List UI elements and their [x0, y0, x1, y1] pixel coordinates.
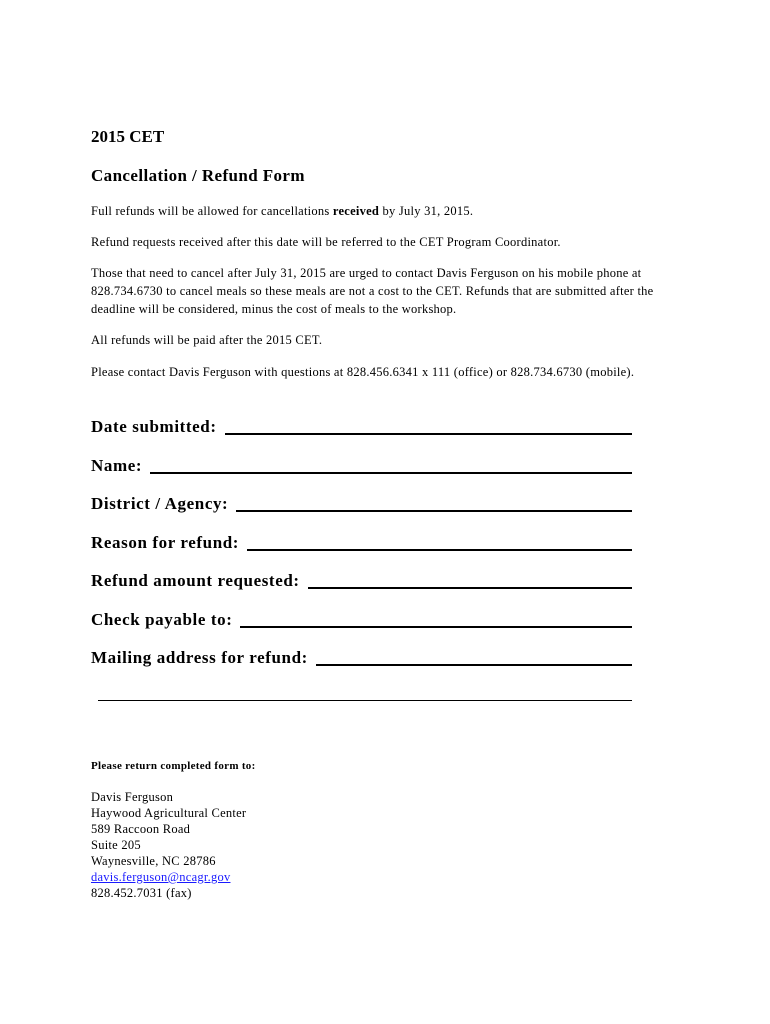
reason-field	[91, 529, 632, 553]
payment-timing-paragraph: All refunds will be paid after the 2015 CET.	[91, 333, 323, 347]
name-line[interactable]	[150, 472, 632, 474]
contact-paragraph: Please contact Davis Ferguson with questions at 828.456.6341 x 111 (office) or 828.734.6730 (mobile).	[91, 365, 635, 379]
name-label: Name:	[91, 456, 143, 475]
refund-policy-emphasis: received	[332, 204, 380, 218]
return-email-link[interactable]: davis.ferguson@ncagr.gov	[91, 870, 231, 884]
reason-line[interactable]	[247, 549, 632, 551]
return-city-state-zip: Waynesville, NC 28786	[91, 854, 216, 868]
return-contact-name: Davis Ferguson	[91, 790, 174, 804]
date-submitted-line[interactable]	[225, 433, 632, 435]
return-address-block	[91, 789, 246, 901]
mailing-address-label: Mailing address for refund:	[91, 648, 308, 667]
refund-amount-line[interactable]	[308, 587, 632, 589]
return-street: 589 Raccoon Road	[91, 822, 191, 836]
mailing-address-continuation-line[interactable]	[98, 700, 632, 701]
mailing-address-field	[91, 644, 632, 668]
refund-amount-label: Refund amount requested:	[91, 571, 300, 590]
district-agency-field	[91, 490, 632, 514]
refund-policy-text-after: by July 31, 2015.	[379, 204, 474, 218]
check-payable-label: Check payable to:	[91, 610, 233, 629]
district-agency-line[interactable]	[236, 510, 632, 512]
mailing-address-line[interactable]	[316, 664, 632, 666]
refund-policy-paragraph	[91, 202, 661, 220]
refund-policy-text-before: Full refunds will be allowed for cancellations	[91, 204, 333, 218]
return-heading: Please return completed form to:	[91, 760, 256, 772]
return-suite: Suite 205	[91, 838, 141, 852]
return-organization: Haywood Agricultural Center	[91, 806, 247, 820]
name-field	[91, 452, 632, 476]
late-request-paragraph: Refund requests received after this date will be referred to the CET Program Coordinator.	[91, 235, 561, 249]
check-payable-line[interactable]	[240, 626, 632, 628]
return-fax: 828.452.7031 (fax)	[91, 886, 192, 900]
reason-label: Reason for refund:	[91, 533, 240, 552]
date-submitted-label: Date submitted:	[91, 417, 217, 436]
refund-amount-field	[91, 567, 632, 591]
date-submitted-field	[91, 413, 632, 437]
late-cancel-paragraph: Those that need to cancel after July 31, 2015 are urged to contact Davis Ferguson on his mobile phone at 828.734.6730 to cancel meals so these meals are not a cost to the CET. Refunds that are submitted after the deadline will be considered, minus the cost of meals to the workshop.	[91, 266, 654, 316]
document-subtitle: Cancellation / Refund Form	[91, 166, 305, 185]
check-payable-field	[91, 606, 632, 630]
document-title: 2015 CET	[91, 127, 165, 146]
district-agency-label: District / Agency:	[91, 494, 229, 513]
